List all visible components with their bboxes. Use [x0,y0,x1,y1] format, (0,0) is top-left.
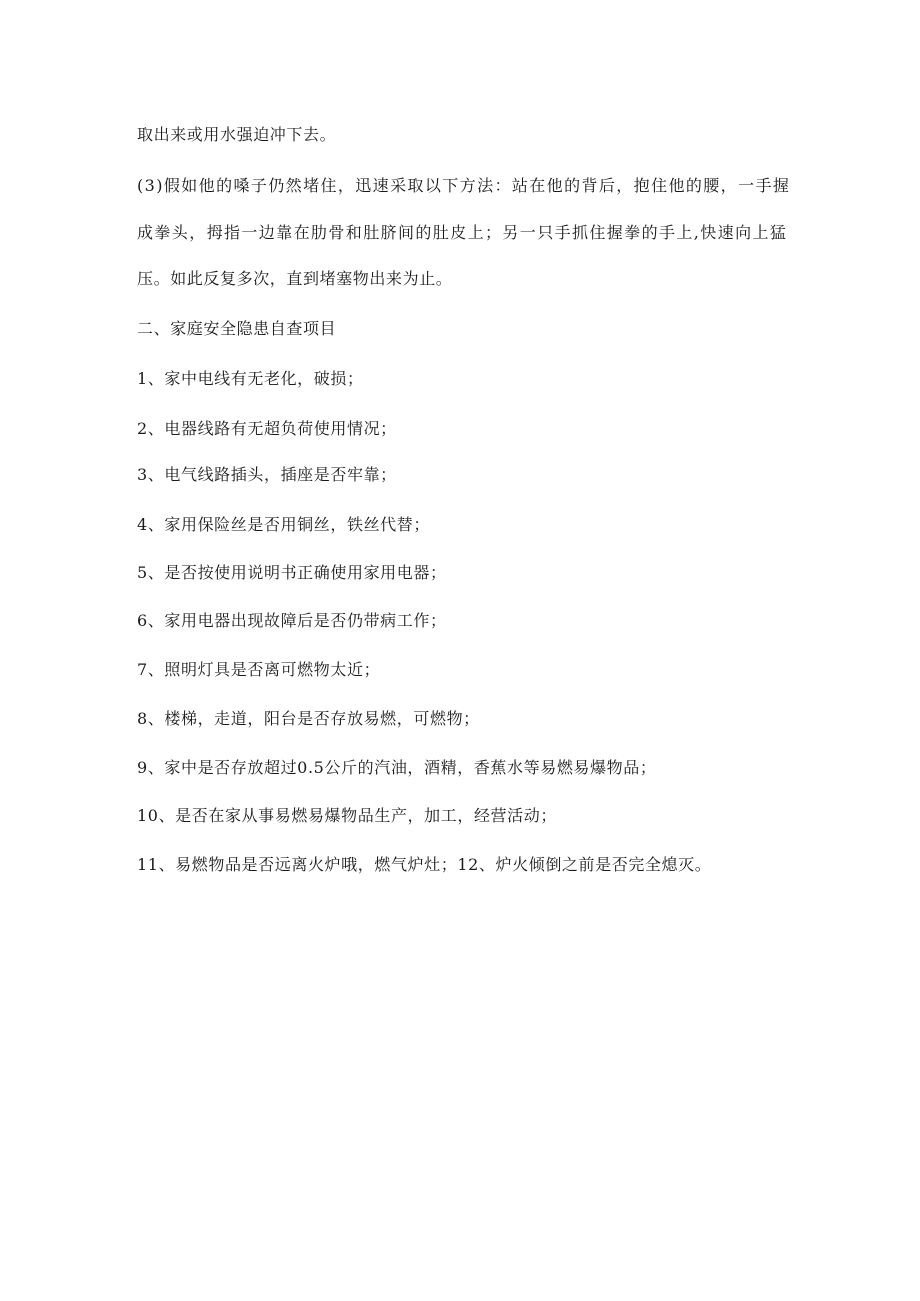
checklist-item: 6、家用电器出现故障后是否仍带病工作； [137,611,447,630]
checklist-item: 7、照明灯具是否离可燃物太近； [137,660,381,679]
section-heading: 二、家庭安全隐患自查项目 [137,319,337,338]
checklist-item: 3、电气线路插头，插座是否牢靠； [137,465,397,484]
checklist-item: 10、是否在家从事易燃易爆物品生产，加工，经营活动； [137,806,557,825]
step3-line-1: (3)假如他的嗓子仍然堵住，迅速采取以下方法：站在他的背后，抱住他的腰，一手握 [137,176,791,195]
checklist-item: 9、家中是否存放超过0.5公斤的汽油，酒精，香蕉水等易燃易爆物品； [137,758,657,777]
paragraph-continuation: 取出来或用水强迫冲下去。 [137,125,337,144]
checklist-item: 5、是否按使用说明书正确使用家用电器； [137,563,447,582]
step3-line-3: 压。如此反复多次，直到堵塞物出来为止。 [137,269,453,288]
checklist-item: 8、楼梯，走道，阳台是否存放易燃，可燃物； [137,709,480,728]
step3-line-2: 成拳头，拇指一边靠在肋骨和肚脐间的肚皮上；另一只手抓住握拳的手上,快速向上猛 [137,223,788,242]
checklist-item: 11、易燃物品是否远离火炉哦，燃气炉灶；12、炉火倾倒之前是否完全熄灭。 [137,855,712,874]
checklist-item: 4、家用保险丝是否用铜丝，铁丝代替； [137,515,430,534]
checklist-item: 1、家中电线有无老化，破损； [137,369,364,388]
checklist-item: 2、电器线路有无超负荷使用情况； [137,419,397,438]
